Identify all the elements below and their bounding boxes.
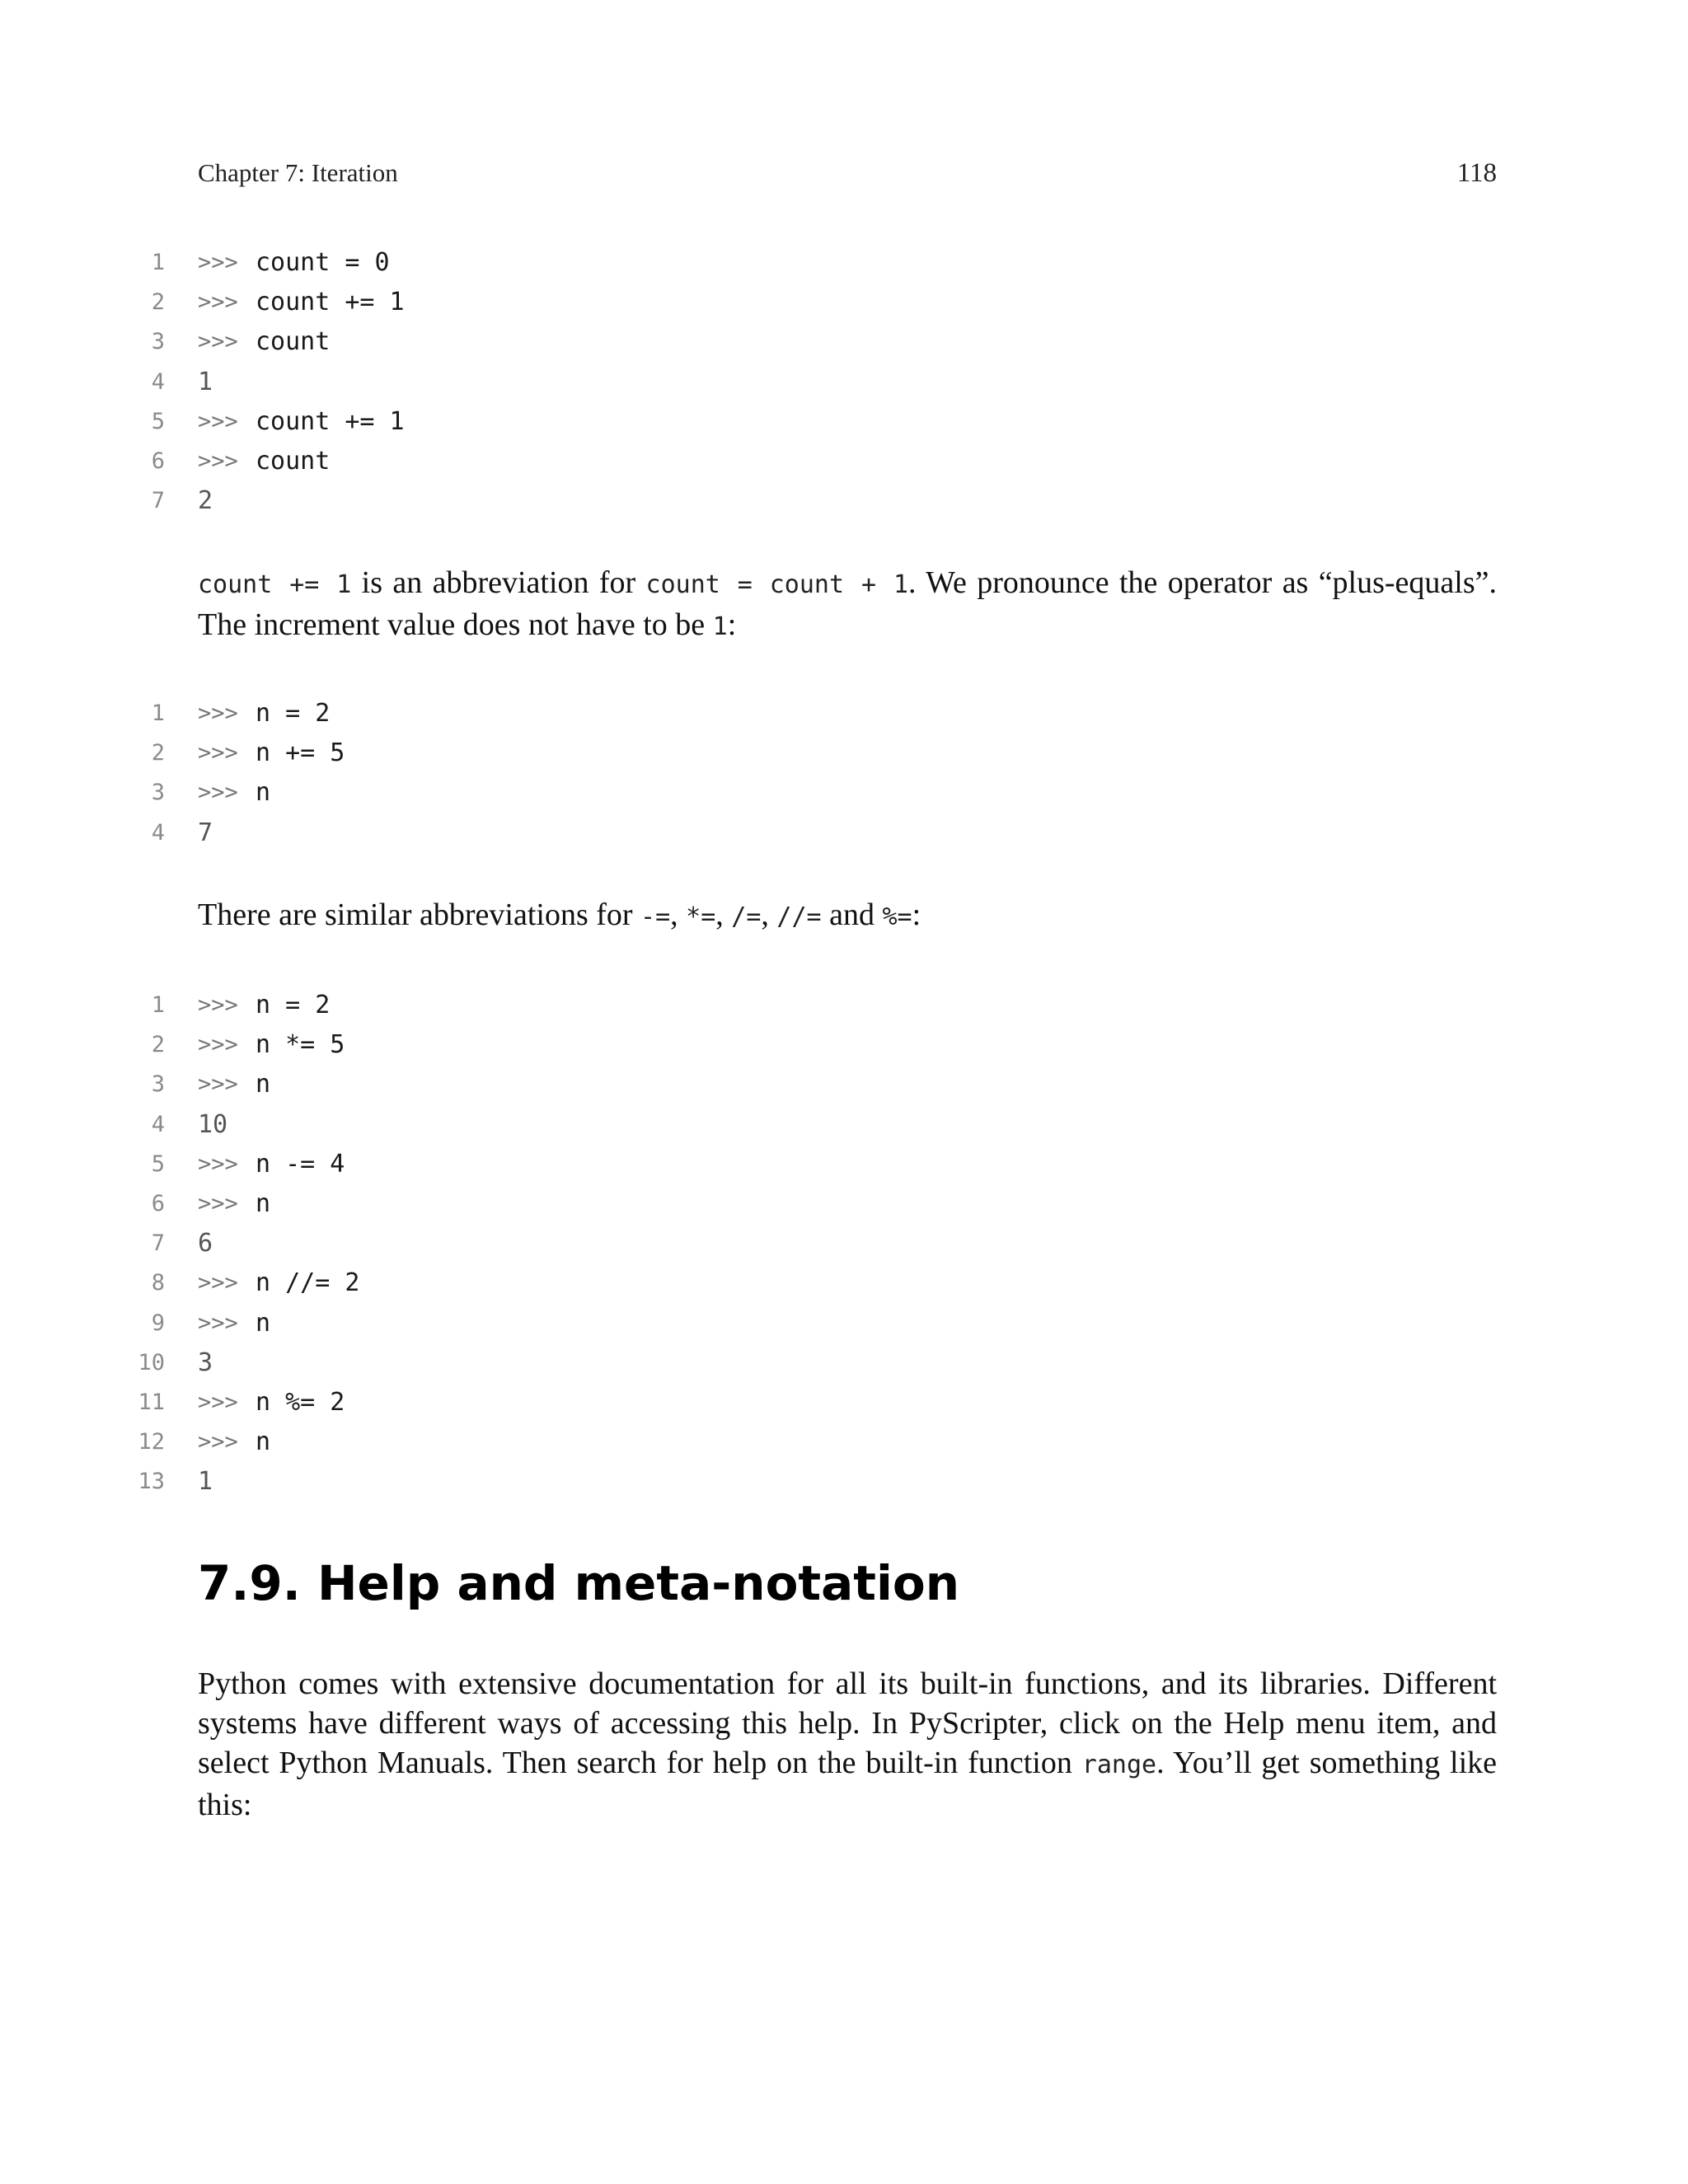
paragraph-help — [198, 1664, 1497, 1825]
repl-prompt: >>> — [198, 701, 238, 726]
code-line — [0, 1263, 1688, 1303]
line-number: 1 — [151, 250, 165, 275]
code-line — [0, 1462, 1688, 1502]
repl-prompt: >>> — [198, 780, 238, 806]
code-input: n -= 4 — [256, 1149, 345, 1179]
code-output: 1 — [198, 1467, 213, 1497]
code-input: n — [256, 1188, 271, 1218]
code-line — [0, 363, 1688, 402]
page-number: 118 — [1456, 158, 1497, 188]
code-line — [0, 243, 1688, 283]
line-number: 2 — [151, 289, 165, 316]
code-block-2 — [0, 694, 1688, 853]
repl-prompt: >>> — [198, 992, 238, 1018]
line-number: 3 — [151, 780, 165, 806]
line-number: 1 — [151, 992, 165, 1018]
code-input: count += 1 — [256, 288, 405, 317]
code-line — [0, 1145, 1688, 1184]
paragraph-text: and — [821, 898, 883, 932]
code-line — [0, 1065, 1688, 1104]
line-number: 11 — [138, 1389, 165, 1415]
code-line — [0, 1383, 1688, 1422]
code-line — [0, 322, 1688, 362]
code-line — [0, 1304, 1688, 1343]
paragraph-similar-abbreviations — [198, 895, 1497, 937]
paragraph-text: . You’ll get something like this: — [198, 1746, 1497, 1822]
repl-prompt: >>> — [198, 1190, 238, 1216]
code-input: count = 0 — [256, 248, 390, 277]
code-input: count — [256, 327, 331, 357]
code-output: 3 — [198, 1347, 213, 1377]
inline-code: *= — [686, 902, 716, 931]
paragraph-text: . We pronounce the operator as “plus-equals”. The increment value does not have to be — [198, 565, 1498, 642]
inline-code: count = count + 1 — [645, 570, 909, 599]
repl-prompt: >>> — [198, 408, 238, 434]
code-output: 1 — [198, 367, 213, 396]
inline-code: %= — [882, 902, 912, 931]
code-output: 7 — [198, 818, 213, 847]
paragraph-text: : — [727, 607, 737, 642]
line-number: 7 — [151, 1230, 165, 1257]
paragraph-text: Python comes with extensive documentation for all its built-in functions, and its libraries. Different systems have different ways of accessing this help. In PyScripter, click on the Help menu item, and select Python Manuals. Then search for help on the built-in function — [198, 1666, 1497, 1780]
line-number: 10 — [138, 1349, 165, 1376]
code-line — [0, 1025, 1688, 1065]
code-input: count — [256, 446, 331, 476]
repl-prompt: >>> — [198, 1389, 238, 1415]
line-number: 2 — [151, 740, 165, 766]
code-line — [0, 1224, 1688, 1263]
chapter-title: Chapter 7: Iteration — [198, 158, 398, 187]
code-input: n %= 2 — [256, 1387, 345, 1417]
line-number: 6 — [151, 1190, 165, 1216]
code-line — [0, 1184, 1688, 1224]
code-output: 10 — [198, 1109, 228, 1139]
line-number: 3 — [151, 1071, 165, 1098]
inline-code: count += 1 — [198, 570, 352, 599]
code-line — [0, 1105, 1688, 1145]
paragraph-text: There are similar abbreviations for — [198, 898, 641, 932]
repl-prompt: >>> — [198, 250, 238, 275]
line-number: 4 — [151, 819, 165, 846]
repl-prompt: >>> — [198, 1429, 238, 1455]
line-number: 2 — [151, 1032, 165, 1058]
line-number: 6 — [151, 448, 165, 474]
repl-prompt: >>> — [198, 1151, 238, 1177]
line-number: 5 — [151, 408, 165, 434]
repl-prompt: >>> — [198, 329, 238, 355]
code-input: n = 2 — [256, 699, 331, 728]
code-input: n += 5 — [256, 738, 345, 768]
repl-prompt: >>> — [198, 1071, 238, 1098]
line-number: 7 — [151, 488, 165, 514]
code-input: n — [256, 1070, 271, 1099]
code-line — [0, 694, 1688, 733]
code-line — [0, 813, 1688, 853]
code-line — [0, 442, 1688, 481]
code-input: n — [256, 1308, 271, 1338]
repl-prompt: >>> — [198, 1310, 238, 1336]
code-line — [0, 986, 1688, 1025]
inline-code: -= — [640, 902, 671, 931]
running-header — [198, 155, 1497, 191]
code-line — [0, 481, 1688, 521]
code-line — [0, 1343, 1688, 1383]
code-output: 6 — [198, 1229, 213, 1258]
code-input: count += 1 — [256, 406, 405, 436]
code-input: n = 2 — [256, 991, 331, 1019]
line-number: 12 — [138, 1429, 165, 1455]
repl-prompt: >>> — [198, 1032, 238, 1058]
code-line — [0, 283, 1688, 322]
paragraph-text: , — [670, 898, 687, 932]
line-number: 9 — [151, 1310, 165, 1336]
repl-prompt: >>> — [198, 289, 238, 316]
code-block-3 — [0, 986, 1688, 1502]
inline-code: 1 — [712, 612, 728, 641]
paragraph-text: , — [761, 898, 777, 932]
line-number: 5 — [151, 1151, 165, 1177]
paragraph-text: , — [715, 898, 732, 932]
line-number: 8 — [151, 1270, 165, 1296]
code-line — [0, 1422, 1688, 1462]
code-input: n *= 5 — [256, 1030, 345, 1060]
paragraph-text: : — [912, 898, 921, 932]
inline-code: /= — [731, 902, 762, 931]
code-line — [0, 773, 1688, 813]
paragraph-plus-equals — [198, 563, 1497, 647]
code-line — [0, 733, 1688, 773]
section-heading: 7.9. Help and meta-notation — [198, 1555, 960, 1611]
line-number: 4 — [151, 1111, 165, 1137]
code-block-1 — [0, 243, 1688, 521]
repl-prompt: >>> — [198, 740, 238, 766]
code-line — [0, 402, 1688, 442]
line-number: 3 — [151, 329, 165, 355]
line-number: 13 — [138, 1469, 165, 1495]
code-input: n //= 2 — [256, 1268, 360, 1298]
line-number: 1 — [151, 701, 165, 726]
code-input: n — [256, 778, 271, 808]
repl-prompt: >>> — [198, 1270, 238, 1296]
line-number: 4 — [151, 368, 165, 395]
code-output: 2 — [198, 486, 213, 516]
paragraph-text: is an abbreviation for — [351, 565, 646, 600]
repl-prompt: >>> — [198, 448, 238, 474]
inline-code: range — [1081, 1750, 1157, 1779]
code-input: n — [256, 1427, 271, 1457]
inline-code: //= — [776, 902, 822, 931]
